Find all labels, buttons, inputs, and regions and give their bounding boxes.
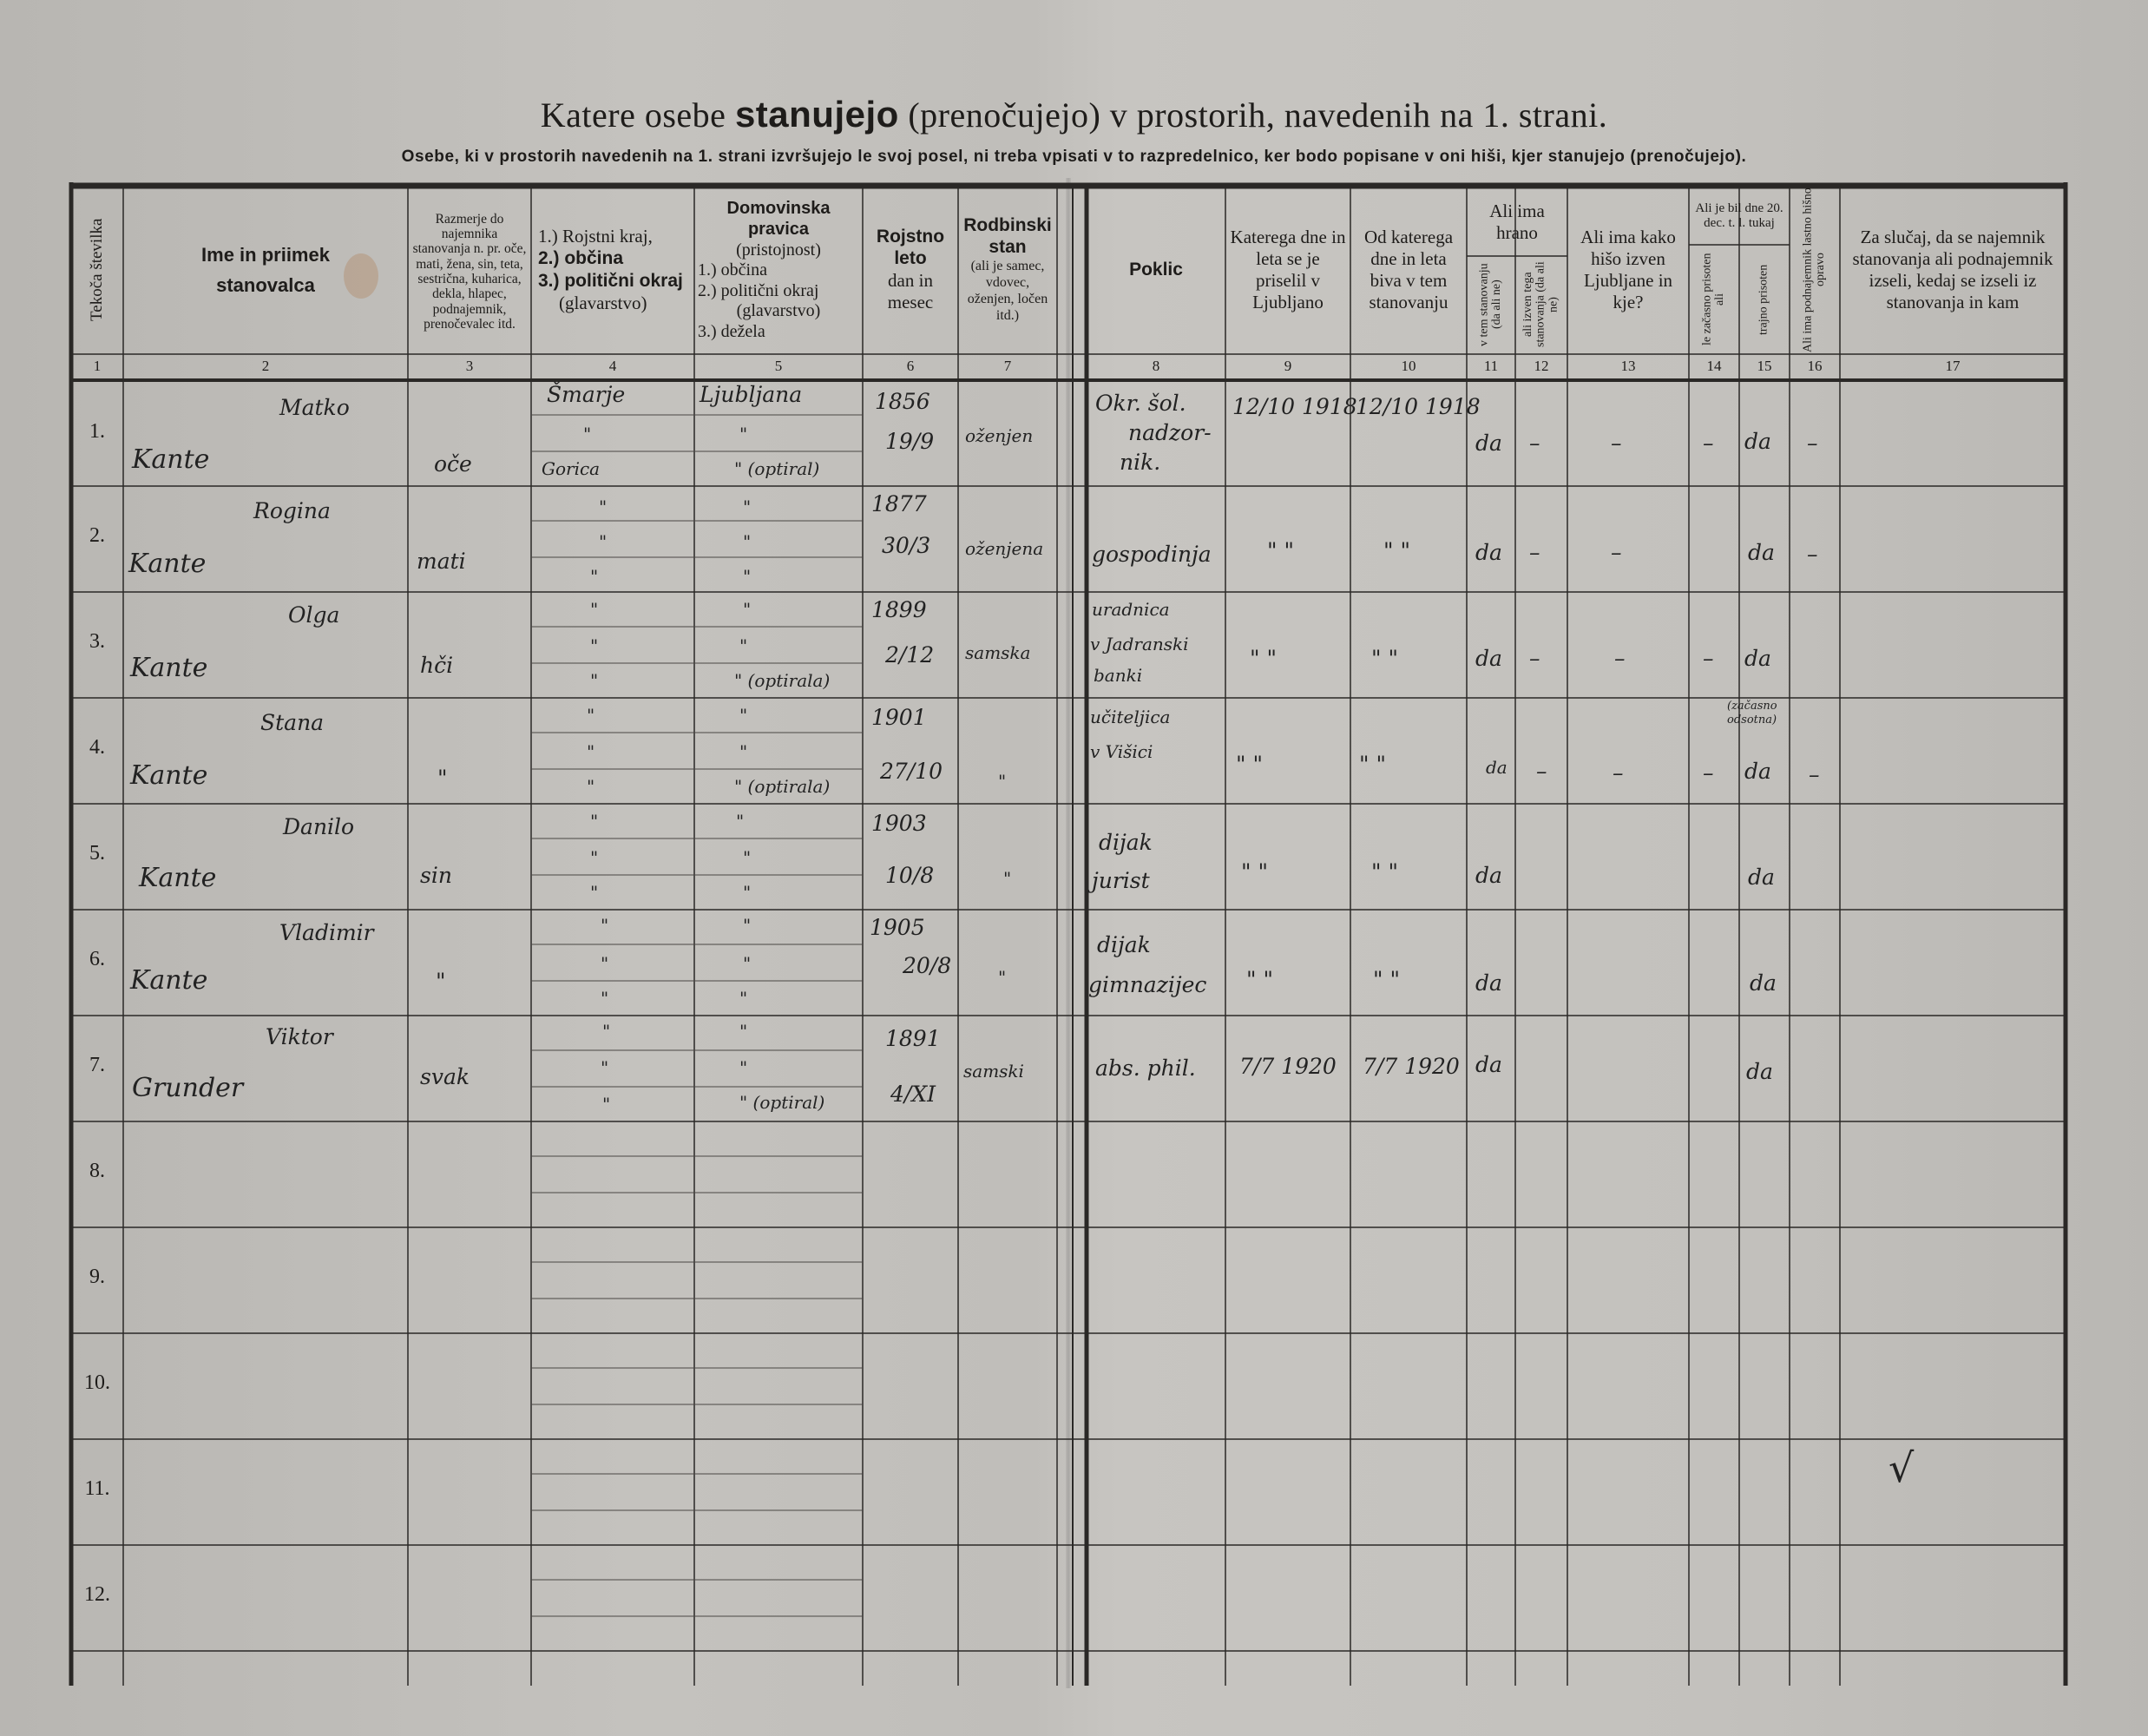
permanent: da <box>1748 865 1775 890</box>
birth-date: 20/8 <box>903 953 952 978</box>
page-subtitle: Osebe, ki v prostorih navedenih na 1. strani izvršujejo le svoj posel, ni treba vpisati v to razpredelnico, ker bodo popisane v oni hiši, kjer stanujejo (prenočujejo). <box>401 148 1747 166</box>
permanent: da <box>1746 1059 1773 1084</box>
domicile-land: " (optiral) <box>734 458 820 479</box>
row-number: 6. <box>89 948 105 970</box>
last-name: Kante <box>132 444 210 475</box>
permanent: da <box>1750 970 1777 996</box>
header-furniture: Ali ima podnajemnik lastno hišno opravo <box>1801 187 1827 352</box>
col-number: 6 <box>906 358 915 374</box>
furniture: – <box>1809 762 1820 787</box>
col-number: 11 <box>1483 358 1499 374</box>
occupation: uradnica <box>1092 599 1170 620</box>
domicile-town: " <box>743 599 752 620</box>
permanent-note: (začasno odsotna) <box>1727 700 1777 727</box>
last-name: Kante <box>130 965 208 996</box>
arrival-date: " " <box>1267 538 1294 563</box>
birthplace-town: " <box>587 705 595 726</box>
food-elsewhere: – <box>1536 759 1547 784</box>
furniture: – <box>1807 431 1818 456</box>
house-outside: – <box>1611 431 1622 456</box>
food-here: da <box>1475 540 1502 565</box>
food-here: da <box>1475 646 1502 671</box>
last-name: Kante <box>128 549 207 579</box>
permanent: da <box>1744 646 1771 671</box>
temporary: – <box>1703 646 1714 671</box>
occupation: nik. <box>1120 450 1161 475</box>
birthplace-town: " <box>602 1021 611 1042</box>
birthplace-town: " <box>601 915 609 936</box>
domicile-land: " (optirala) <box>734 776 831 797</box>
domicile-district: " <box>739 635 748 656</box>
col-number: 17 <box>1945 358 1961 374</box>
birth-year: 1905 <box>870 915 925 940</box>
relation: " <box>436 969 446 994</box>
row-number: 8. <box>89 1160 105 1182</box>
col-number: 15 <box>1757 358 1772 374</box>
domicile-town: " <box>743 496 752 517</box>
domicile-district: " <box>739 1057 748 1078</box>
marital-status: samski <box>963 1061 1024 1082</box>
header-food-here: v tem stanovanju (da ali ne) <box>1477 263 1503 346</box>
occupation: učiteljica <box>1090 707 1171 727</box>
birthplace-district: " <box>590 847 599 868</box>
birth-year: 1877 <box>871 491 927 516</box>
relation: mati <box>417 549 466 574</box>
last-name: Kante <box>130 653 208 683</box>
first-name: Olga <box>288 602 340 628</box>
arrival-date: 12/10 1918 <box>1232 394 1357 419</box>
birth-year: 1903 <box>871 811 927 836</box>
relation: svak <box>420 1064 470 1089</box>
birthplace-town: " <box>599 496 608 517</box>
permanent: da <box>1744 429 1771 454</box>
header-relation: Razmerje do najemnika stanovanja n. pr. oče, mati, žena, sin, teta, sestrična, kuharica, dekla, hlapec, podnajemnik, prenočevalec itd. <box>412 211 527 332</box>
temporary: – <box>1703 431 1714 456</box>
relation: " <box>437 766 448 791</box>
col-number: 8 <box>1152 358 1160 374</box>
marital-status: samska <box>965 642 1031 663</box>
house-outside: – <box>1611 540 1622 565</box>
birth-date: 4/XI <box>890 1082 936 1107</box>
first-name: Danilo <box>283 814 355 839</box>
last-name: Grunder <box>132 1073 244 1103</box>
food-here: da <box>1475 970 1502 996</box>
food-here: da <box>1475 863 1502 888</box>
residence-date: " " <box>1371 859 1398 884</box>
birth-date: 27/10 <box>880 759 943 784</box>
header-marital-status: Rodbinski stan (ali je samec, vdovec, oženjen, ločen itd.) <box>963 215 1052 323</box>
birth-year: 1856 <box>875 389 930 414</box>
domicile-land: " <box>739 988 748 1009</box>
marital-status: oženjena <box>965 538 1044 559</box>
header-birthplace: 1.) Rojstni kraj, 2.) občina 3.) politični okraj (glavarstvo) <box>538 226 683 313</box>
birthplace-land: " <box>590 882 599 903</box>
occupation: v Višici <box>1090 741 1153 762</box>
col-number: 9 <box>1284 358 1292 374</box>
domicile-town: " <box>743 915 752 936</box>
occupation: nadzor- <box>1128 420 1212 445</box>
col-number: 3 <box>465 358 474 374</box>
header-arrival-date: Katerega dne in leta se je priselil v Ljubljano <box>1230 227 1346 312</box>
row-number: 1. <box>89 420 105 443</box>
col-number: 14 <box>1706 358 1722 374</box>
last-name: Kante <box>139 863 217 893</box>
occupation: banki <box>1094 665 1143 686</box>
header-name: Ime in priimek stanovalca <box>201 243 330 296</box>
domicile-district: " <box>743 847 752 868</box>
first-name: Rogina <box>253 498 331 523</box>
col-number: 1 <box>93 358 102 374</box>
birth-date: 2/12 <box>885 642 935 667</box>
row-number: 10. <box>84 1371 110 1394</box>
birth-year: 1899 <box>871 597 927 622</box>
domicile-town: " <box>739 1021 748 1042</box>
header-permanent: trajno prisoten <box>1757 264 1770 335</box>
food-here: da <box>1475 1052 1502 1077</box>
domicile-town: " <box>736 811 745 832</box>
occupation: gospodinja <box>1092 542 1212 567</box>
col-number: 13 <box>1620 358 1636 374</box>
birth-year: 1901 <box>871 705 927 730</box>
domicile-town: " <box>739 705 748 726</box>
residence-date: 7/7 1920 <box>1363 1054 1460 1079</box>
permanent: da <box>1748 540 1775 565</box>
header-residence-date: Od katerega dne in leta biva v tem stanovanju <box>1363 227 1454 312</box>
last-name: Kante <box>130 760 208 791</box>
birthplace-district: " <box>587 741 595 762</box>
birthplace-town: Šmarje <box>547 382 626 407</box>
arrival-date: " " <box>1250 646 1277 671</box>
birthplace-district: " <box>590 635 599 656</box>
header-move-out: Za slučaj, da se najemnik stanovanja ali podnajemnik izseli, kedaj se izseli iz stanovanja in kam <box>1852 227 2053 312</box>
birth-date: 30/3 <box>882 533 931 558</box>
birthplace-district: " <box>583 424 592 444</box>
birthplace-district: " <box>601 1057 609 1078</box>
residence-date: 12/10 1918 <box>1356 394 1481 419</box>
marital-status: oženjen <box>965 425 1034 446</box>
col-number: 2 <box>261 358 270 374</box>
row-number: 7. <box>89 1054 105 1076</box>
birthplace-land: " <box>590 566 599 587</box>
header-food-elsewhere: ali izven tega stanovanja (da ali ne) <box>1521 261 1560 348</box>
occupation: dijak <box>1097 932 1151 957</box>
food-elsewhere: – <box>1529 540 1540 565</box>
arrival-date: " " <box>1236 752 1263 777</box>
birthplace-town: " <box>590 811 599 832</box>
col-number: 7 <box>1003 358 1012 374</box>
temporary: – <box>1703 760 1714 786</box>
row-number: 5. <box>89 842 105 865</box>
birth-date: 19/9 <box>885 429 935 454</box>
occupation: Okr. šol. <box>1095 391 1186 416</box>
house-outside: – <box>1613 760 1624 786</box>
row-number: 3. <box>89 630 105 653</box>
marital-status: " <box>1003 868 1012 889</box>
occupation: dijak <box>1099 830 1153 855</box>
arrival-date: 7/7 1920 <box>1239 1054 1337 1079</box>
relation: hči <box>420 653 454 678</box>
domicile-town: Ljubljana <box>700 382 803 407</box>
relation: sin <box>420 863 452 888</box>
header-birth-year: Rojstno leto dan in mesec <box>876 227 945 312</box>
residence-date: " " <box>1383 538 1410 563</box>
domicile-district: " <box>739 741 748 762</box>
residence-date: " " <box>1373 967 1400 992</box>
domicile-district: " <box>743 953 752 974</box>
header-presence: Ali je bil dne 20. dec. t. l. tukaj <box>1695 201 1783 230</box>
header-temporary: le začasno prisoten ali <box>1700 253 1726 346</box>
header-domicile: Domovinska pravica (pristojnost) 1.) občina 2.) politični okraj (glavarstvo) 3.) dežela <box>698 199 831 341</box>
relation: oče <box>434 451 472 477</box>
header-food: Ali ima hrano <box>1489 201 1545 243</box>
birthplace-land: " <box>587 776 595 797</box>
occupation: abs. phil. <box>1095 1055 1196 1081</box>
header-occupation: Poklic <box>1129 259 1183 279</box>
domicile-land: " <box>743 882 752 903</box>
row-number: 12. <box>84 1583 110 1606</box>
first-name: Vladimir <box>279 920 374 945</box>
check-mark: √ <box>1889 1444 1915 1491</box>
row-number: 4. <box>89 736 105 759</box>
birthplace-town: " <box>590 599 599 620</box>
food-elsewhere: – <box>1529 431 1540 456</box>
domicile-land: " (optiral) <box>739 1092 825 1113</box>
occupation: v Jadranski <box>1090 634 1189 654</box>
first-name: Matko <box>279 395 350 420</box>
marital-status: " <box>998 967 1007 988</box>
header-house: Ali ima kako hišo izven Ljubljane in kje? <box>1580 227 1676 312</box>
col-number: 16 <box>1807 358 1823 374</box>
birthplace-district: " <box>601 953 609 974</box>
birthplace-land: Gorica <box>542 458 601 479</box>
food-elsewhere: – <box>1529 646 1540 671</box>
arrival-date: " " <box>1241 859 1268 884</box>
birthplace-land: " <box>601 988 609 1009</box>
row-number: 2. <box>89 524 105 547</box>
col-number: 4 <box>608 358 617 374</box>
furniture: – <box>1807 542 1818 567</box>
permanent: da <box>1744 759 1771 784</box>
domicile-land: " (optirala) <box>734 670 831 691</box>
residence-date: " " <box>1371 646 1398 671</box>
domicile-land: " <box>743 566 752 587</box>
row-number: 11. <box>84 1477 110 1500</box>
residence-date: " " <box>1359 752 1386 777</box>
marital-status: " <box>998 771 1007 792</box>
birth-date: 10/8 <box>885 863 935 888</box>
header-row-number: Tekoča številka <box>88 218 107 322</box>
birthplace-land: " <box>590 670 599 691</box>
col-number: 12 <box>1534 358 1549 374</box>
occupation: jurist <box>1092 868 1150 893</box>
first-name: Viktor <box>266 1024 333 1049</box>
birthplace-land: " <box>602 1094 611 1115</box>
arrival-date: " " <box>1246 967 1273 992</box>
domicile-district: " <box>743 531 752 552</box>
col-number: 5 <box>774 358 783 374</box>
food-here: da <box>1475 431 1502 456</box>
page-title: Katere osebe stanujejo (prenočujejo) v prostorih, navedenih na 1. strani. <box>540 94 1608 135</box>
house-outside: – <box>1614 646 1626 671</box>
col-number: 10 <box>1401 358 1416 374</box>
first-name: Stana <box>260 710 325 735</box>
food-here: da <box>1486 757 1508 778</box>
birthplace-district: " <box>599 531 608 552</box>
row-number: 9. <box>89 1266 105 1288</box>
occupation: gimnazijec <box>1088 972 1207 997</box>
domicile-district: " <box>739 424 748 444</box>
birth-year: 1891 <box>885 1026 941 1051</box>
